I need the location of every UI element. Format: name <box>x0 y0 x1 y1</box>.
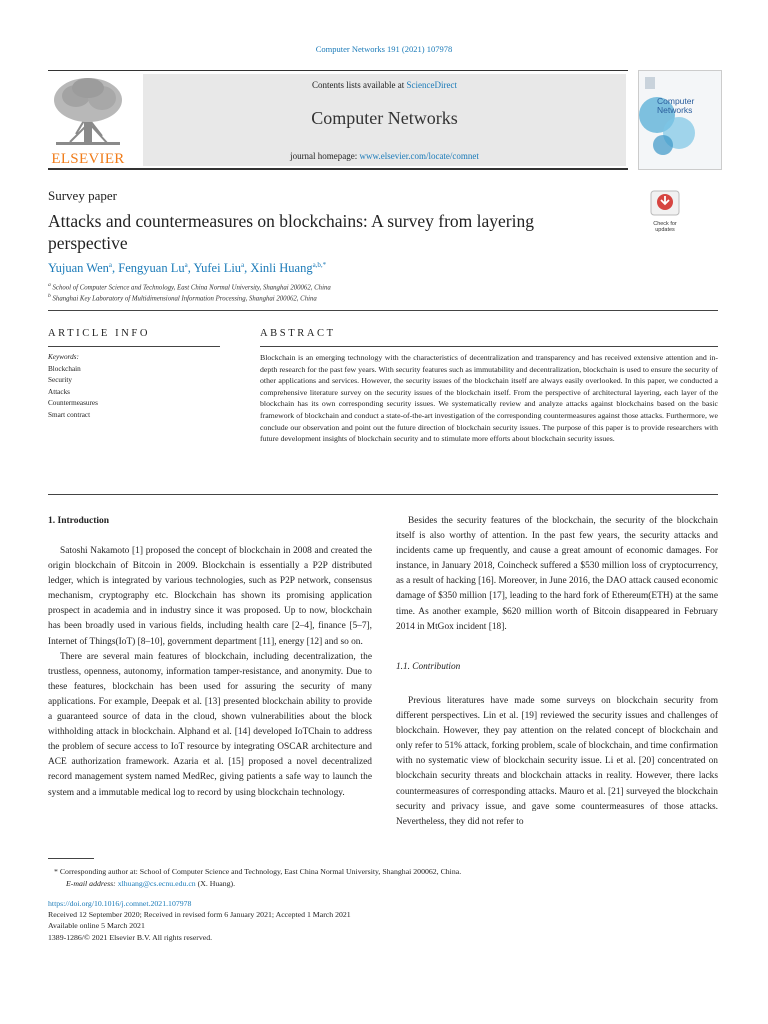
keyword-item: Smart contract <box>48 410 91 419</box>
affiliation-b <box>48 293 317 302</box>
check-line1: Check for <box>653 221 677 227</box>
elsevier-logo <box>48 74 128 168</box>
journal-cover-thumbnail <box>638 70 722 170</box>
keywords-block <box>48 352 98 421</box>
right-column-body-top <box>396 514 718 635</box>
available-online: Available online 5 March 2021 <box>48 921 145 931</box>
corresponding-author-footnote <box>54 866 704 878</box>
left-column-body <box>48 544 372 801</box>
affiliation-a <box>48 282 331 291</box>
intro-paragraph: There are several main features of blockchain, including decentralization, the trustless, openness, autonomy, information tamper-resistance, and anonymity. Due to these features, blockchain has been used for assuring the security of many applications. For example, Deepak et al. [13] presented blockchain ability to provide a guaranteed source of data in the cloud, shown vulnerabilities about the block withholding attack in blockchain. Alphand et al. [14] developed IoTChain to address the problem of secure access to IoT resource by integrating OSCAR architecture and ACE authorization framework. Azaria et al. [15] proposed a novel decentralized record management system named MedRec, giving patients a safe way to launch the system and a immutable medical log to record by using blockchain technology. <box>48 651 372 798</box>
section-heading-introduction: 1. Introduction <box>48 516 110 526</box>
homepage-line <box>143 151 626 161</box>
affiliation-text: School of Computer Science and Technology, East China Normal University, Shanghai 200062, China <box>52 284 331 292</box>
homepage-prefix: journal homepage: <box>290 151 358 161</box>
author-name[interactable]: Fengyuan Lu <box>118 261 185 276</box>
keyword-item: Security <box>48 376 72 384</box>
right-column-body-bottom <box>396 694 718 830</box>
abstract-text: Blockchain is an emerging technology with the characteristics of decentralization and transparency and has received extensive attention and in-depth research for the past few years. With security features such as immutability and decentralization, blockchain is used to ensure the security of other applications and services. However, the security issues of the blockchain itself are always easily overlooked. In this paper, we conducted a comprehensive literature survey on the security issues of the blockchain itself. From the perspective of architectural layering, each layer of the blockchain has its own corresponding security issues. We systematically review and analyze attacks against blockchains based on the basic framework of blockchain and conduct a state-of-the-art investigation of the corresponding countermeasures against those attacks. Furthermore, we conclude our observation and point out the future direction of blockchain security issues. The purpose of this paper is to provide researchers with future development insights of blockchain security and to stimulate more efforts about blockchain security issues. <box>260 353 718 444</box>
header-divider <box>48 310 718 311</box>
subsection-heading-contribution: 1.1. Contribution <box>396 662 461 672</box>
affiliation-mark: b <box>48 293 51 299</box>
footnote-mark: * <box>54 867 58 876</box>
keyword-item: Blockchain <box>48 364 81 373</box>
doi-link[interactable]: https://doi.org/10.1016/j.comnet.2021.107978 <box>48 899 192 908</box>
author-affiliation-mark: a,b,* <box>312 261 327 269</box>
publisher-wordmark: ELSEVIER <box>51 151 125 167</box>
email-suffix: (X. Huang). <box>197 879 236 888</box>
elsevier-tree-icon <box>48 74 128 150</box>
author-separator: , <box>244 261 251 276</box>
journal-homepage-link[interactable]: www.elsevier.com/locate/comnet <box>359 151 479 161</box>
security-paragraph: Besides the security features of the blockchain, the security of the blockchain itself is also worthy of attention. In the past few years, the security attacks and incidents came up frequently, and cause a great amount of economic damages. For instance, in January 2018, Coincheck suffered a $530 million loss of cryptocurrency, as a result of hacking [16]. Moreover, in June 2016, the DAO attack caused economic damage of $350 million [17], leading to the hard fork of Ethereum(ETH) at the same time. As another example, $620 million worth of Bitcoin disappeared in February 2014 in MtGox incident [18]. <box>396 516 718 632</box>
author-name[interactable]: Xinli Huang <box>250 261 313 276</box>
contents-prefix: Contents lists available at <box>312 80 405 90</box>
cover-art-icon <box>639 71 721 169</box>
author-list <box>48 261 326 276</box>
check-updates-icon <box>645 190 685 216</box>
abstract-rule <box>260 346 718 347</box>
cover-title-line2: Networks <box>657 105 693 115</box>
contents-line <box>143 80 626 90</box>
author-separator: , <box>187 261 194 276</box>
article-info-rule <box>48 346 220 347</box>
footnote-rule <box>48 858 94 859</box>
email-link[interactable]: xlhuang@cs.ecnu.edu.cn <box>117 879 196 888</box>
footnote-text: Corresponding author at: School of Computer Science and Technology, East China Normal University, Shanghai 200062, China. <box>59 867 462 876</box>
abstract-bottom-rule <box>48 494 718 495</box>
email-label: E-mail address: <box>66 879 116 888</box>
author-affiliation-mark: a <box>184 261 188 269</box>
received-dates: Received 12 September 2020; Received in revised form 6 January 2021; Accepted 1 March 2021 <box>48 910 351 920</box>
author-affiliation-mark: a <box>108 261 113 269</box>
author-name[interactable]: Yujuan Wen <box>48 261 109 276</box>
author-affiliation-mark: a <box>241 261 245 269</box>
journal-title: Computer Networks <box>311 108 458 128</box>
check-line2: updates <box>655 227 675 233</box>
author-separator: , <box>112 261 119 276</box>
author-name[interactable]: Yufei Liu <box>193 261 242 276</box>
keywords-label: Keywords: <box>48 353 79 361</box>
keyword-item: Attacks <box>48 387 70 396</box>
sciencedirect-link[interactable]: ScienceDirect <box>406 80 457 90</box>
affiliation-text: Shanghai Key Laboratory of Multidimensional Information Processing, Shanghai 200062, China <box>52 295 317 303</box>
contribution-paragraph: Previous literatures have made some surveys on blockchain security from different perspectives. Lin et al. [19] reviewed the security issues and challenges of blockchain. However, they pay attention on the related concept of blockchain and only refer to 51% attack, forking problem, scale of blockchain, and time confirmation with no systematic view of blockchain security issue. Li et al. [20] concentrated on blockchain security threats and blockchain attacks in reality. However, there lacks countermeasures of corresponding attacks. Mauro et al. [21] surveyed the blockchain security and privacy issue, and gave some countermeasures of those attacks. Nevertheless, they did not refer to <box>396 696 718 827</box>
article-metadata <box>48 898 351 943</box>
email-footnote <box>66 878 235 890</box>
article-info-heading: ARTICLE INFO <box>48 328 151 339</box>
masthead-top-rule <box>48 70 628 71</box>
affiliation-mark: a <box>48 282 51 288</box>
journal-reference-link[interactable]: Computer Networks 191 (2021) 107978 <box>315 44 453 54</box>
check-for-updates-badge[interactable] <box>645 190 685 233</box>
keyword-item: Countermeasures <box>48 399 98 407</box>
article-title: Attacks and countermeasures on blockchains: A survey from layering perspective <box>48 211 534 253</box>
article-type: Survey paper <box>48 188 117 203</box>
cover-title-line1: Computer <box>657 96 695 106</box>
abstract-heading: ABSTRACT <box>260 328 336 339</box>
copyright-line: 1389-1286/© 2021 Elsevier B.V. All rights reserved. <box>48 932 213 942</box>
intro-paragraph: Satoshi Nakamoto [1] proposed the concept of blockchain in 2008 and created the origin blockchain of Bitcoin in 2009. Blockchain is essentially a P2P distributed ledger, which is integrated by various technologies, such as P2P network, consensus mechanism, cryptography etc. Blockchain has shown its promising application prospect in academia and in industry since it was proposed. Up to now, blockchain has been broadly used in various fields, including health care [2–4], finance [5–7], Internet of Things(IoT) [8–10], government department [11], energy [12] and so on. <box>48 546 372 647</box>
masthead-bottom-rule <box>48 168 628 170</box>
